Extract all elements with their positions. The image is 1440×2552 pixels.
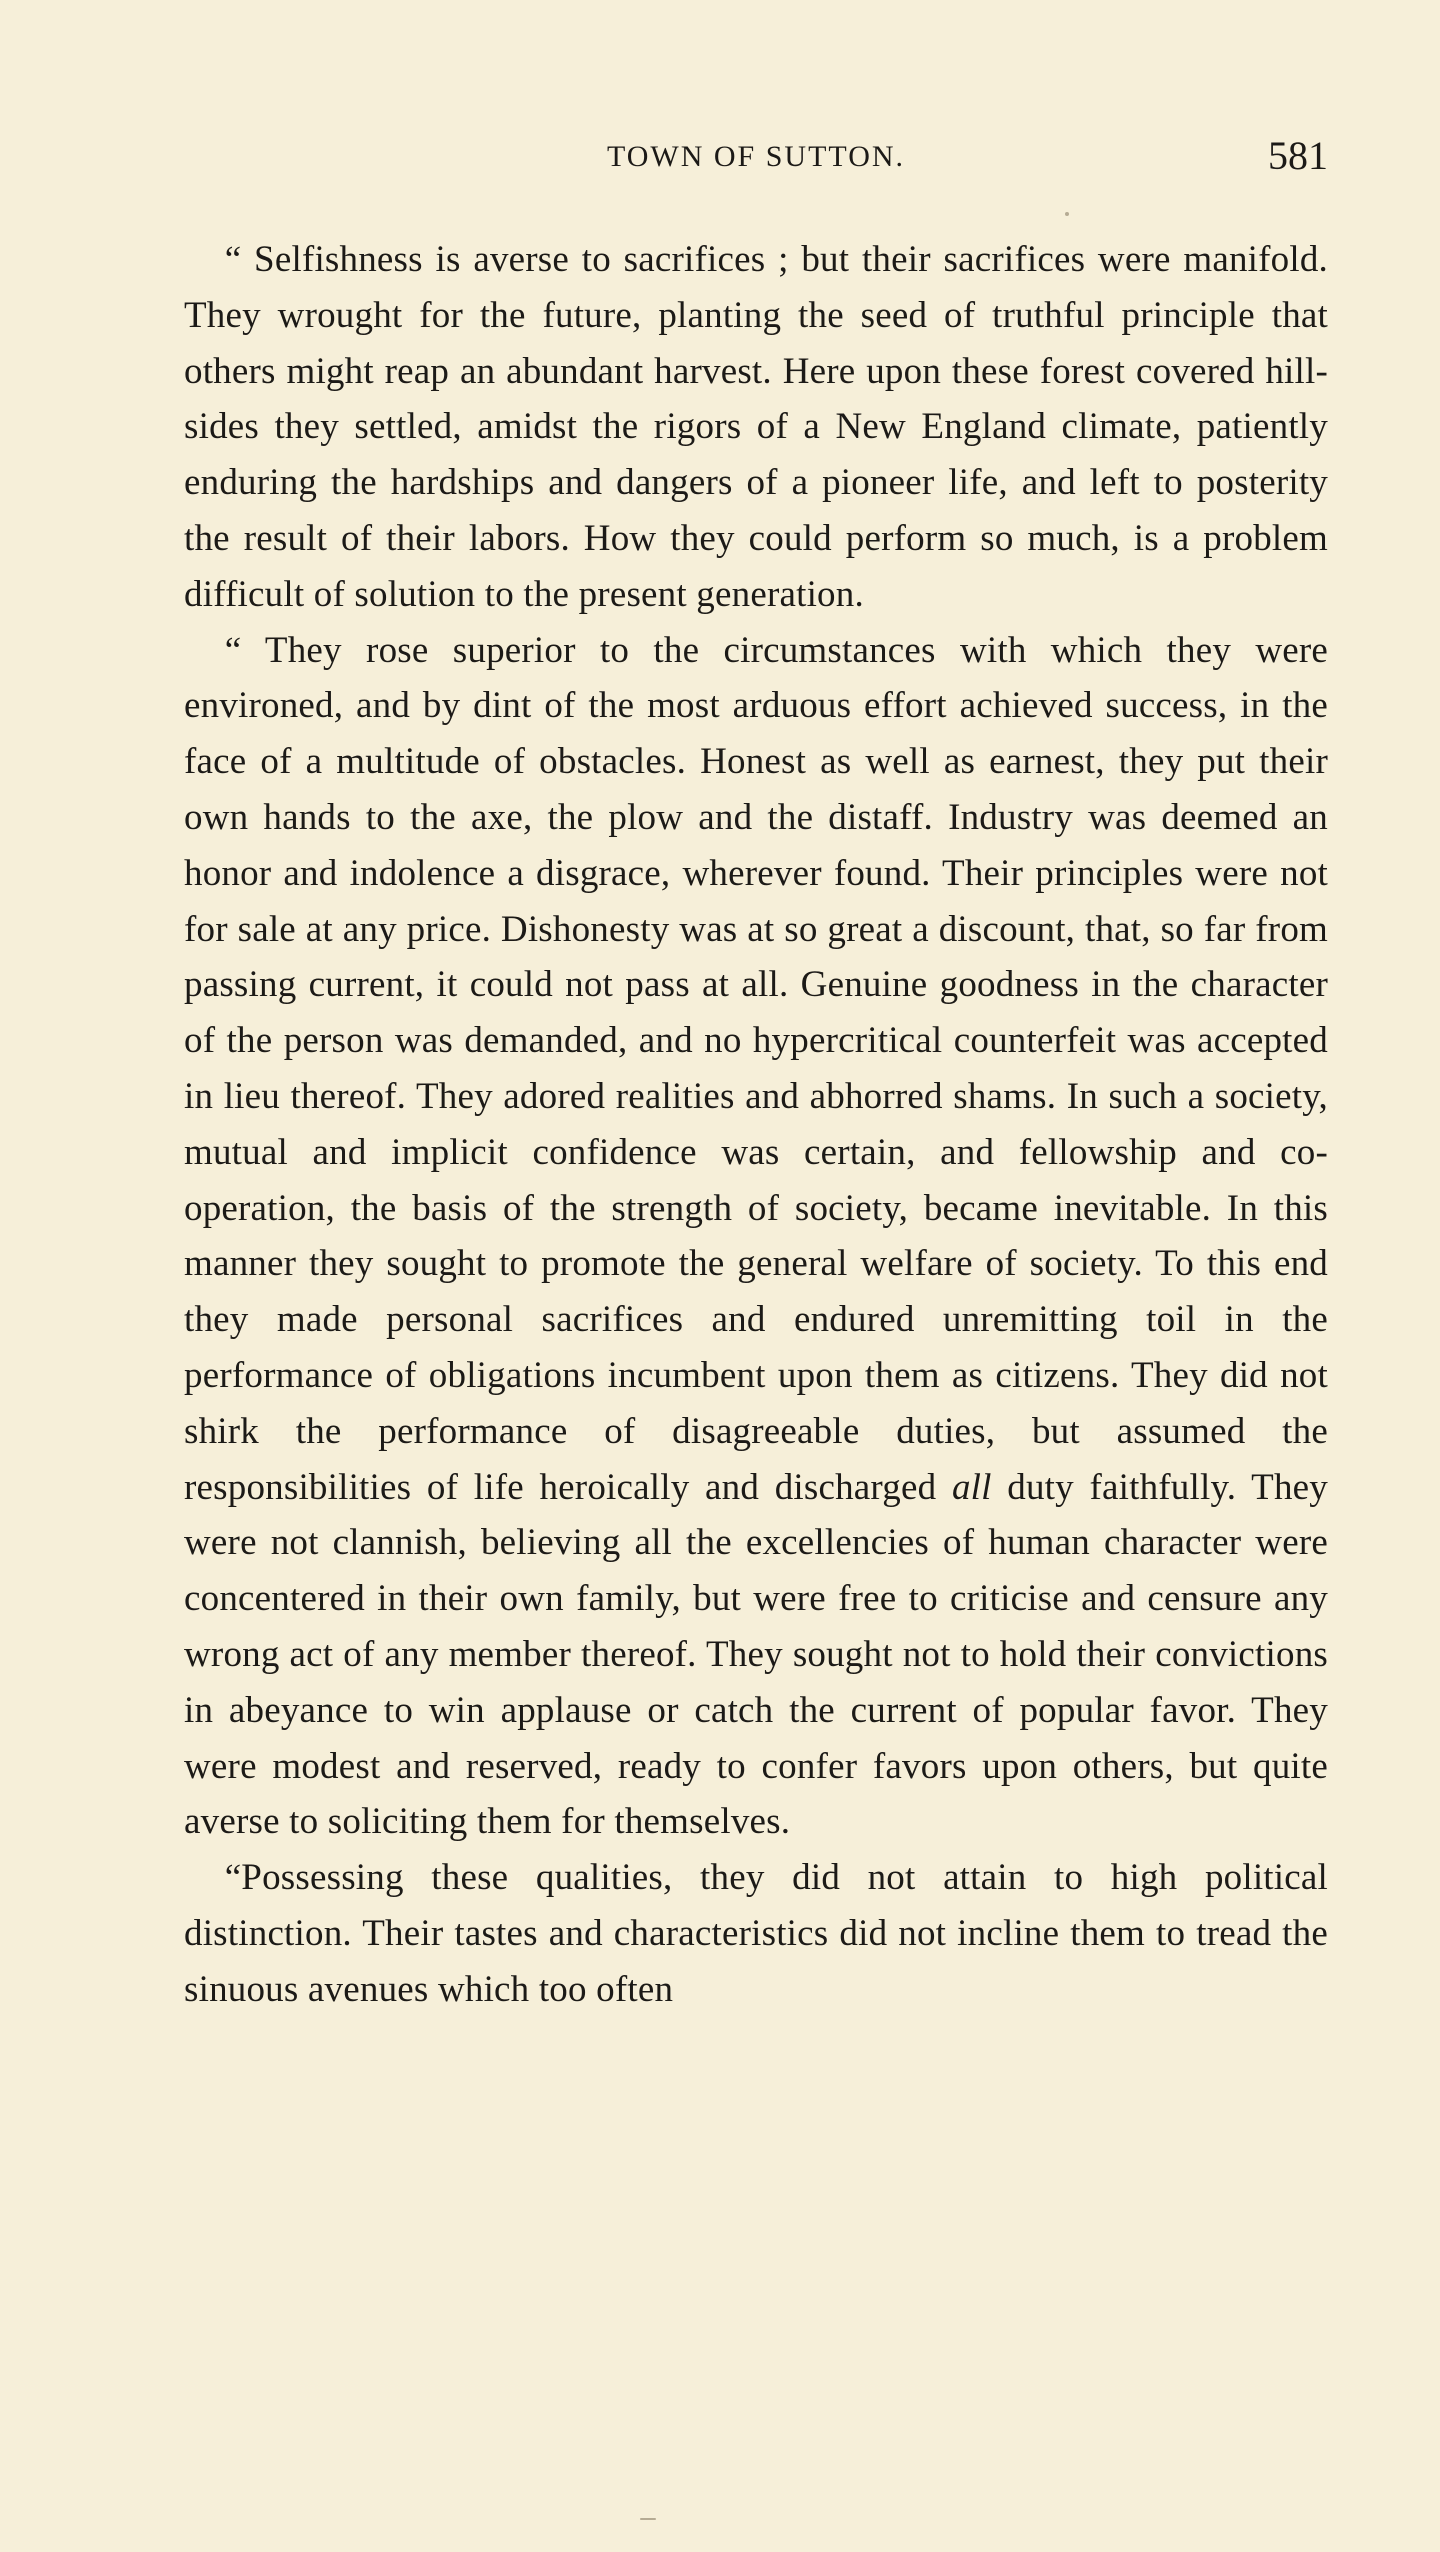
running-head: [184, 132, 1328, 192]
paper-speck: [1065, 212, 1069, 216]
body-text: [184, 232, 1328, 2018]
emphasized-word: all: [951, 1466, 992, 1508]
page-title: TOWN OF SUTTON.: [606, 140, 906, 173]
paragraph-they-rose-superior: [184, 623, 1328, 1851]
paragraph-selfishness: “ Selfishness is averse to sacrifices ; but their sacrifices were manifold. They wrought for the future, planting the seed of truthful principle that others might reap an abundant harvest. Here upon these forest covered hill-sides they settled, amidst the rigors of a New England climate, patiently enduring the hardships and dangers of a pioneer life, and left to posterity the result of their labors. How they could perform so much, is a problem difficult of solution to the present generation.: [184, 239, 1328, 615]
paper-speck: [640, 2518, 656, 2520]
page-number: 581: [1268, 133, 1328, 178]
paragraph-possessing: “Possessing these qualities, they did not attain to high political distinction. Their tastes and characteristics did not incline them to tread the sinuous avenues which too often: [184, 1857, 1328, 2010]
paragraph-text-start: “ They rose superior to the circumstances with which they were environed, and by dint of the most arduous effort achieved success, in the face of a multitude of obstacles. Honest as well as earnest, they put their own hands to the axe, the plow and the distaff. Industry was deemed an honor and indolence a disgrace, wherever found. Their principles were not for sale at any price. Dishonesty was at so great a discount, that, so far from passing current, it could not pass at all. Genuine goodness in the character of the person was demanded, and no hypercritical counterfeit was accepted in lieu thereof. They adored realities and abhorred shams. In such a society, mutual and implicit confidence was certain, and fellowship and co-operation, the basis of the strength of society, became inevitable. In this manner they sought to promote the general welfare of society. To this end they made personal sacrifices and endured unremitting toil in the performance of obligations incumbent upon them as citizens. They did not shirk the performance of disagreeable duties, but assumed the responsibilities of life heroically and discharged: [184, 629, 1328, 1508]
paragraph-text-end: duty faithfully. They were not clannish, believing all the excellencies of human character were concentered in their own family, but were free to criticise and censure any wrong act of any member thereof. They sought not to hold their convictions in abeyance to win applause or catch the current of popular favor. They were modest and reserved, ready to confer favors upon others, but quite averse to soliciting them for themselves.: [184, 1466, 1328, 1843]
